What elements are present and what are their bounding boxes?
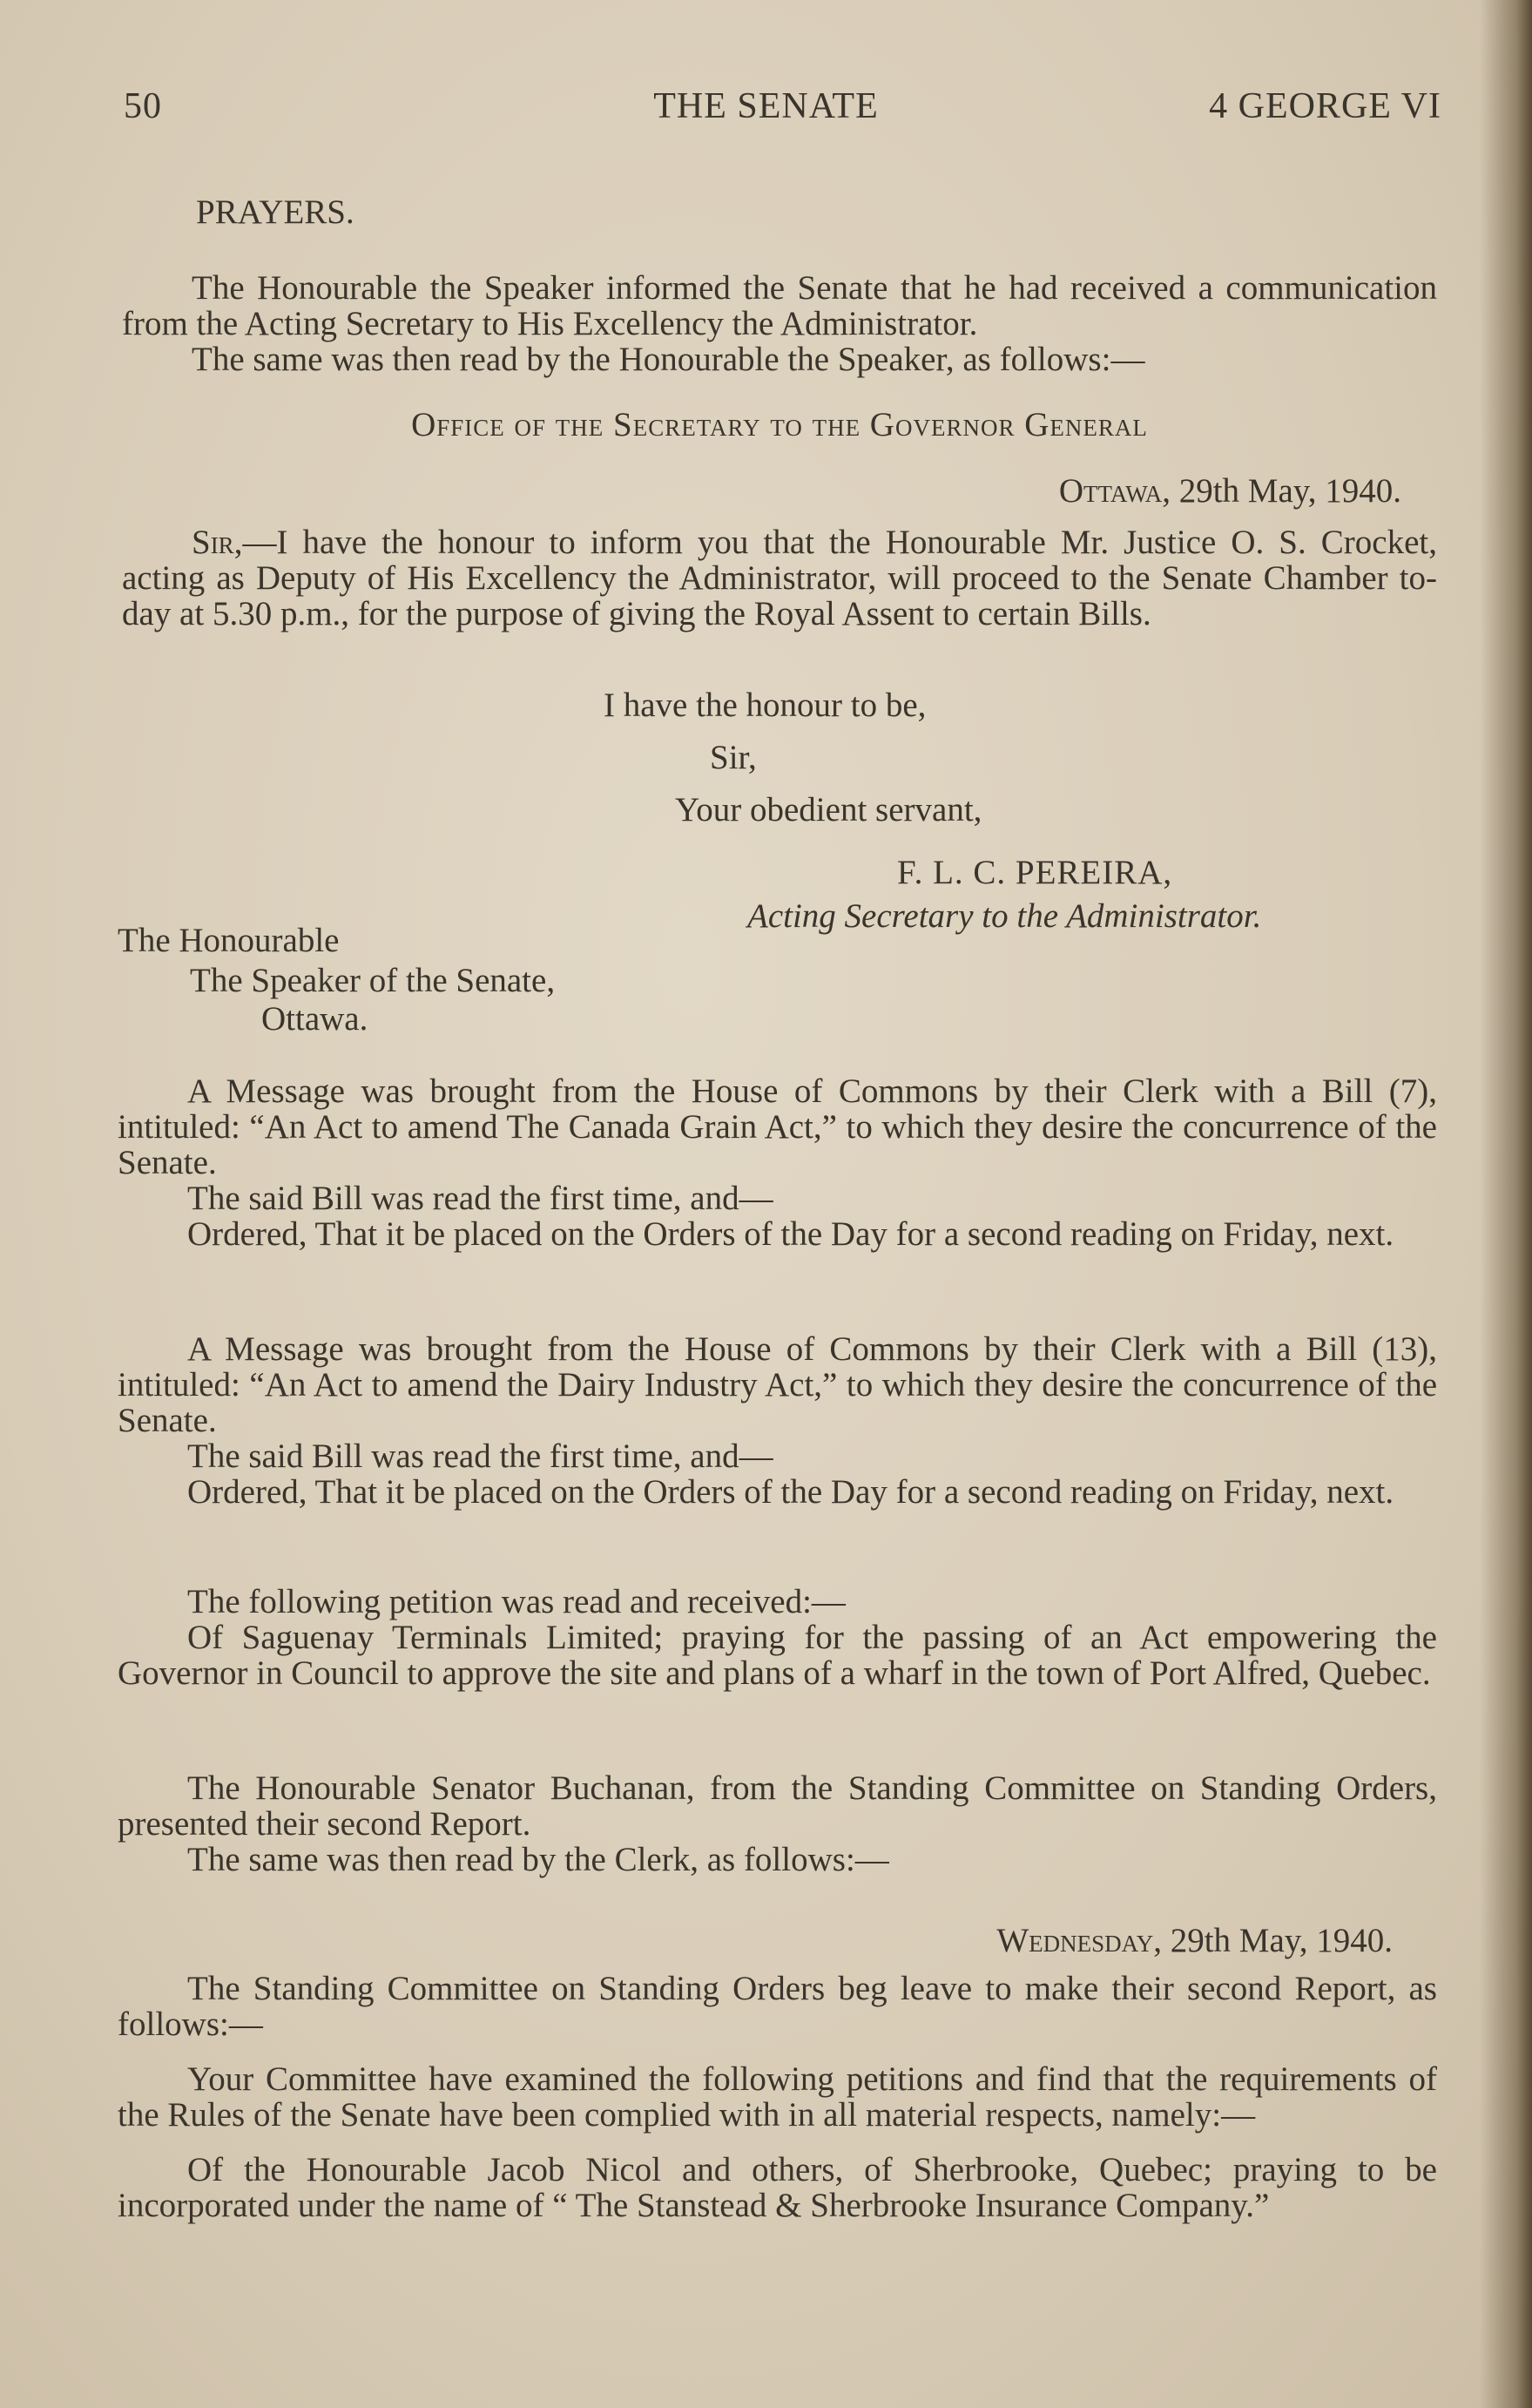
message-1-order: Ordered, That it be placed on the Orders of the Day for a second reading on Friday, next.: [187, 1215, 1394, 1253]
address-line-3: Ottawa.: [261, 1000, 368, 1038]
letter-body: [122, 524, 1437, 632]
message-1-text: A Message was brought from the House of Commons by their Clerk with a Bill (7), intituled: “An Act to amend The Canada Grain Act,” to which they desire the concurrence of the Senate.: [118, 1072, 1437, 1181]
closing-line-1: I have the honour to be,: [604, 687, 927, 724]
petition-text: Of Saguenay Terminals Limited; praying for the passing of an Act empowering the Governor in Council to approve the site and plans of a wharf in the town of Port Alfred, Quebec.: [118, 1619, 1437, 1692]
running-header: [0, 85, 1532, 138]
closing-line-2: Sir,: [710, 739, 757, 776]
report-dateline: [996, 1922, 1393, 1960]
regnal-year: 4 GEORGE VI: [1209, 86, 1441, 126]
letter-body-text: —I have the honour to inform you that the Honourable Mr. Justice O. S. Crocket, acting as Deputy of His Excellency the Administrator, will proceed to the Senate Chamber to-day at 5.30 p.m., for the purpose of giving the Royal Assent to certain Bills.: [122, 524, 1437, 632]
office-heading: Office of the Secretary to the Governor General: [411, 406, 1148, 443]
message-2: [118, 1331, 1437, 1510]
page-edge-shadow: [1480, 0, 1532, 2408]
report-body: [118, 1971, 1437, 2223]
letter-salutation: Sir,: [192, 524, 243, 561]
report-day: Wednesday,: [996, 1922, 1162, 1959]
address-line-2: The Speaker of the Senate,: [190, 962, 556, 999]
report-date: 29th May, 1940.: [1170, 1922, 1393, 1959]
closing-line-3: Your obedient servant,: [675, 791, 982, 829]
running-title: THE SENATE: [653, 86, 879, 126]
signature-title: Acting Secretary to the Administrator.: [747, 897, 1262, 935]
report-presented-text: The Honourable Senator Buchanan, from the Standing Committee on Standing Orders, presented their second Report.: [118, 1769, 1437, 1843]
report-read-text: The same was then read by the Clerk, as follows:—: [187, 1841, 889, 1878]
message-2-order: Ordered, That it be placed on the Orders of the Day for a second reading on Friday, next.: [187, 1473, 1394, 1511]
page-number: 50: [124, 86, 162, 126]
petition-intro: The following petition was read and received:—: [187, 1583, 846, 1620]
speaker-paragraph: [122, 270, 1437, 377]
address-line-1: The Honourable: [118, 922, 340, 959]
prayers-heading: PRAYERS.: [196, 193, 354, 231]
message-2-read: The said Bill was read the first time, and—: [187, 1437, 773, 1475]
report-paragraph-2: Your Committee have examined the following petitions and find that the requirements of the Rules of the Senate have been complied with in all material respects, namely:—: [118, 2060, 1437, 2134]
message-1: [118, 1073, 1437, 1252]
report-paragraph-3: Of the Honourable Jacob Nicol and others, of Sherbrooke, Quebec; praying to be incorporated under the name of “ The Stanstead & Sherbrooke Insurance Company.”: [118, 2151, 1437, 2224]
speaker-read-text: The same was then read by the Honourable the Speaker, as follows:—: [192, 341, 1145, 378]
petition: [118, 1584, 1437, 1691]
letter-date: 29th May, 1940.: [1178, 472, 1401, 510]
speaker-info-text: The Honourable the Speaker informed the Senate that he had received a communication from the Acting Secretary to His Excellency the Administrator.: [122, 269, 1437, 342]
letter-place: Ottawa,: [1058, 472, 1171, 510]
signature-name: F. L. C. PEREIRA,: [897, 854, 1173, 891]
letter-dateline: [1059, 472, 1401, 511]
message-2-text: A Message was brought from the House of Commons by their Clerk with a Bill (13), intituled: “An Act to amend the Dairy Industry Act,” to which they desire the concurrence of the Senate.: [118, 1330, 1437, 1439]
report-paragraph-1: The Standing Committee on Standing Orders beg leave to make their second Report, as follows:—: [118, 1970, 1437, 2043]
report-intro: [118, 1770, 1437, 1877]
message-1-read: The said Bill was read the first time, and—: [187, 1180, 773, 1217]
